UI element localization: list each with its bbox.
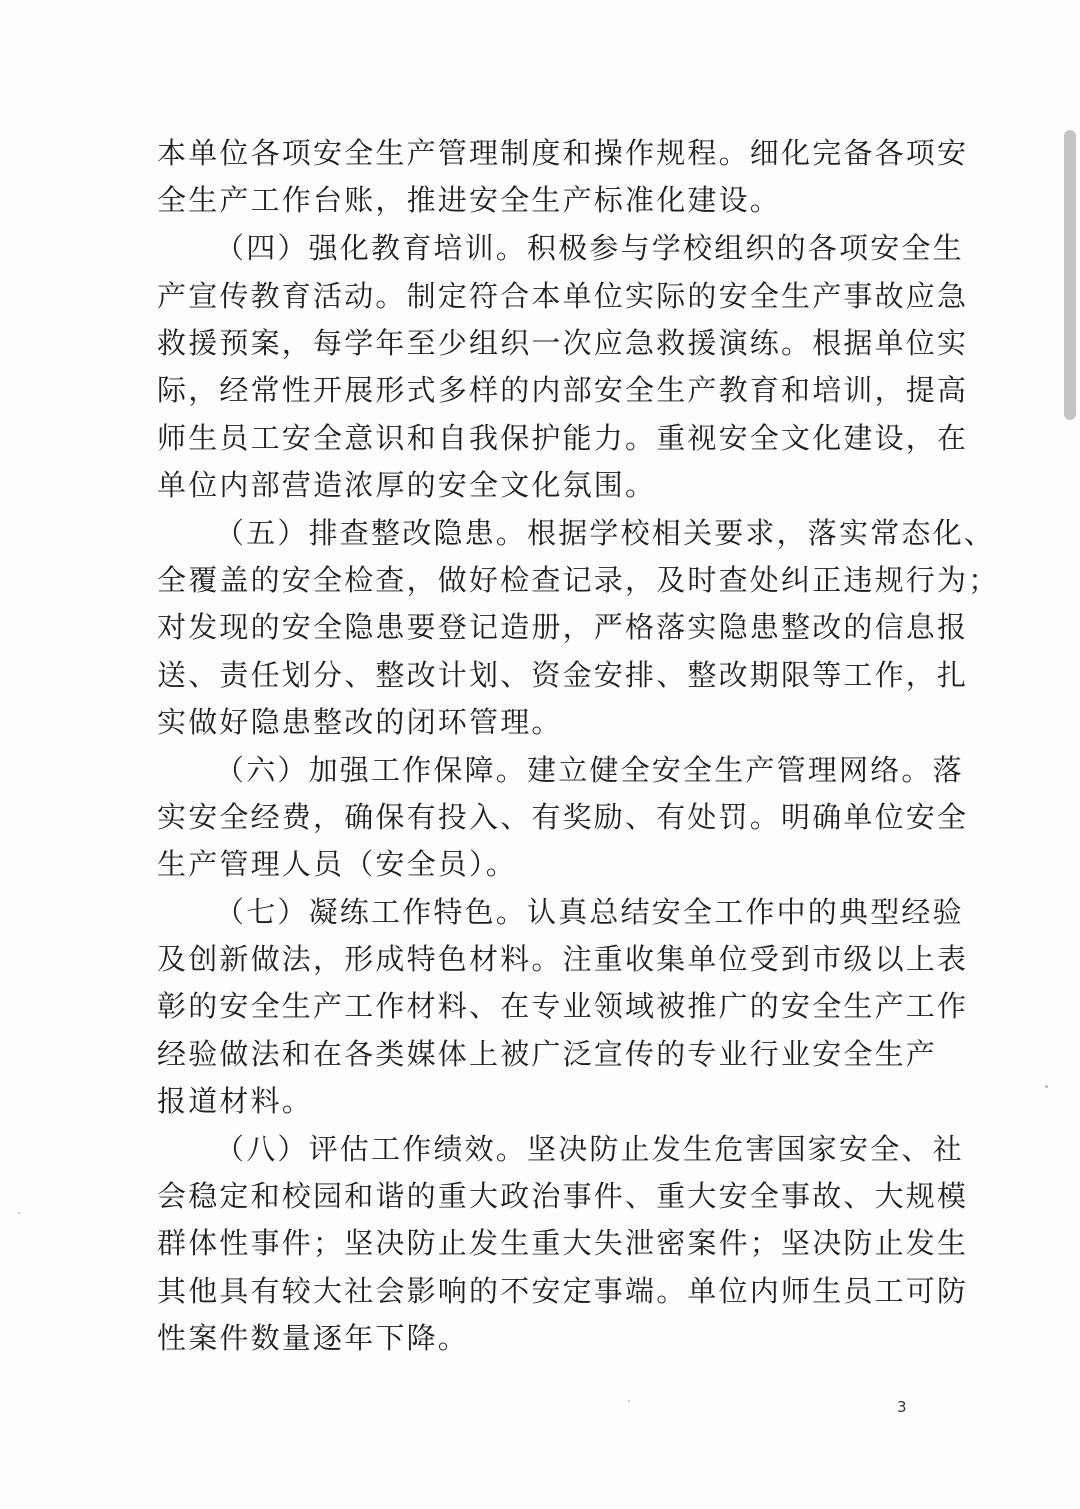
- text-line: 本单位各项安全生产管理制度和操作规程。细化完备各项安: [157, 136, 969, 170]
- scan-speck: [18, 1212, 20, 1214]
- text-line: 对发现的安全隐患要登记造册，严格落实隐患整改的信息报: [157, 610, 969, 644]
- text-line: 其他具有较大社会影响的不安定事端。单位内师生员工可防: [157, 1274, 969, 1308]
- paragraph-heading-line: （六）加强工作保障。建立健全安全生产管理网络。落: [215, 753, 964, 787]
- scan-speck: [628, 1400, 630, 1402]
- text-line: 实做好隐患整改的闭环管理。: [157, 705, 563, 739]
- text-line: 师生员工安全意识和自我保护能力。重视安全文化建设，在: [157, 421, 969, 455]
- paragraph-heading-line: （七）凝练工作特色。认真总结安全工作中的典型经验: [215, 895, 964, 929]
- text-line: 实安全经费，确保有投入、有奖励、有处罚。明确单位安全: [157, 800, 969, 834]
- text-line: 报道材料。: [157, 1084, 314, 1118]
- text-line: 单位内部营造浓厚的安全文化氛围。: [157, 468, 657, 502]
- text-line: 经验做法和在各类媒体上被广泛宣传的专业行业安全生产: [157, 1037, 938, 1071]
- text-line: 生产管理人员（安全员）。: [157, 847, 517, 881]
- text-line: 救援预案，每学年至少组织一次应急救援演练。根据单位实: [157, 326, 969, 360]
- paragraph-heading-line: （四）强化教育培训。积极参与学校组织的各项安全生: [215, 231, 964, 265]
- text-line: 全覆盖的安全检查，做好检查记录，及时查处纠正违规行为；: [157, 563, 1000, 597]
- text-line: 群体性事件；坚决防止发生重大失泄密案件；坚决防止发生: [157, 1226, 969, 1260]
- scan-speck: [1045, 1085, 1048, 1088]
- text-line: 及创新做法，形成特色材料。注重收集单位受到市级以上表: [157, 942, 969, 976]
- page-number: 3: [897, 1398, 907, 1416]
- paragraph-heading-line: （八）评估工作绩效。坚决防止发生危害国家安全、社: [215, 1132, 964, 1166]
- text-line: 会稳定和校园和谐的重大政治事件、重大安全事故、大规模: [157, 1179, 969, 1213]
- text-line: 彰的安全生产工作材料、在专业领域被推广的安全生产工作: [157, 989, 969, 1023]
- scrollbar-thumb[interactable]: [1064, 130, 1076, 420]
- text-line: 全生产工作台账，推进安全生产标准化建设。: [157, 183, 782, 217]
- paragraph-heading-line: （五）排查整改隐患。根据学校相关要求，落实常态化、: [215, 516, 996, 550]
- text-line: 性案件数量逐年下降。: [157, 1321, 470, 1355]
- text-line: 产宣传教育活动。制定符合本单位实际的安全生产事故应急: [157, 279, 969, 313]
- text-line: 际，经常性开展形式多样的内部安全生产教育和培训，提高: [157, 373, 969, 407]
- text-line: 送、责任划分、整改计划、资金安排、整改期限等工作，扎: [157, 658, 969, 692]
